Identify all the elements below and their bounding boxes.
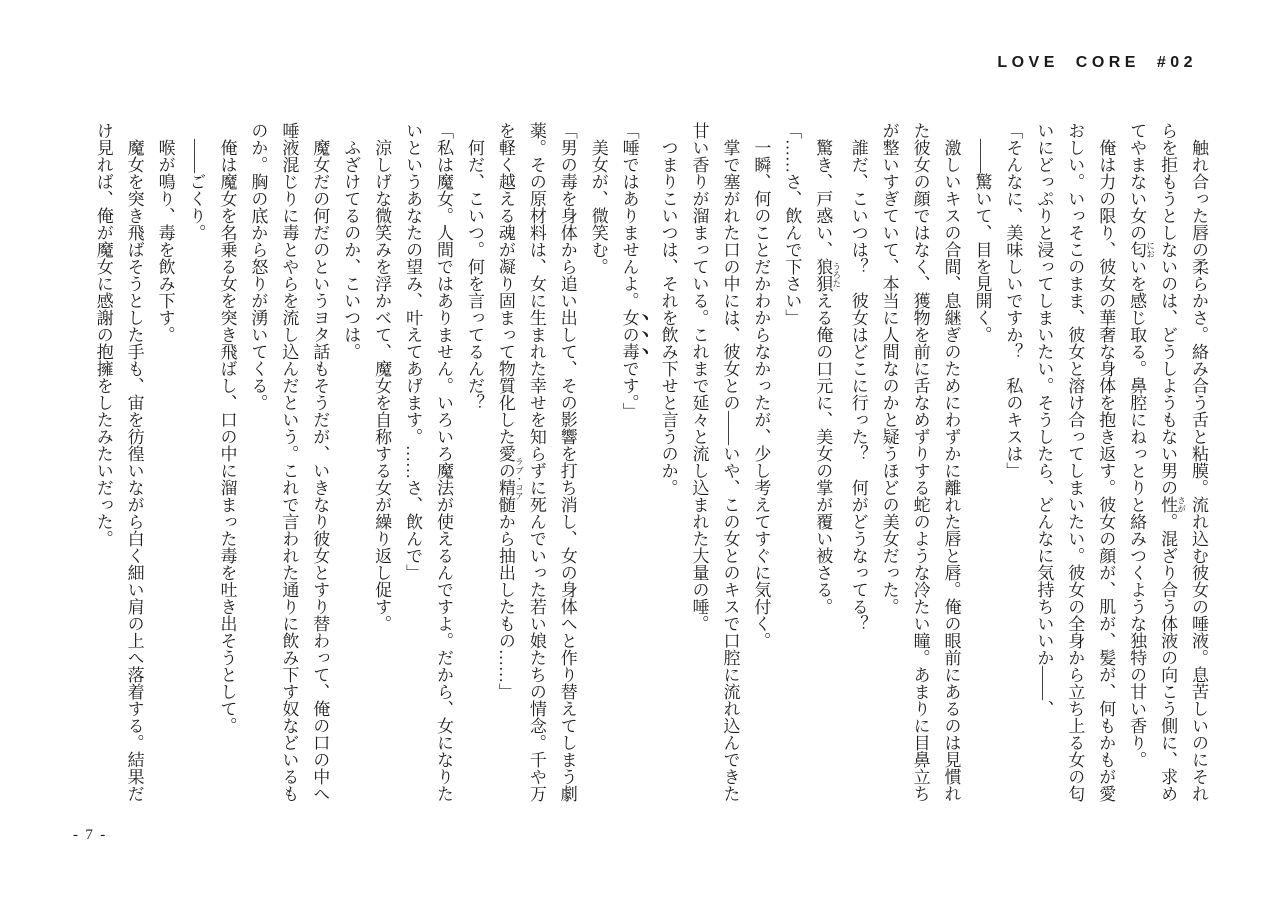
emphasized-text: 女の毒 — [619, 309, 639, 360]
paragraph — [966, 122, 997, 806]
text-run: 掌で塞がれた口の中には、彼女との――いや、この女とのキスで口腔に流れ込んできた甘い香りが溜まっている。これまで延々と流し込まれた大量の唾。 — [689, 122, 740, 802]
vertical-text-body — [87, 122, 1213, 806]
text-run: ――驚いて、目を見開く。 — [972, 139, 992, 343]
text-run: です。」 — [619, 360, 639, 420]
text-run: 驚き、戸惑い、 — [813, 139, 833, 258]
text-run: いを感じ取る。鼻腔にねっとりと絡みつくような独特の甘い香り。 — [1127, 258, 1147, 768]
paragraph — [396, 122, 458, 806]
paragraph — [683, 122, 745, 806]
page-header-title: LOVE CORE #02 — [997, 54, 1197, 71]
paragraph — [241, 122, 334, 806]
ruby-annotated-text: 性 さが — [1158, 496, 1187, 513]
paragraph — [996, 122, 1027, 806]
text-run: 誰だ、こいつは？ 彼女はどこに行った？ 何がどうなってる？ — [848, 139, 868, 632]
ruby-annotated-text: 狼狽 うろた — [813, 258, 842, 292]
ruby-annotated-text: 匂 にお — [1127, 241, 1156, 258]
text-run: つまりこいつは、それを飲み下せと言うのか。 — [658, 139, 678, 496]
text-run: 俺は魔女を名乗る女を突き飛ばし、口の中に溜まった毒を吐き出そうとして。 — [217, 139, 237, 734]
text-run: 魔女を突き飛ばそうとした手も、宙を彷徨いながら白く細い肩の上へ落着する。結果だけ見れば、俺が魔女に感謝の抱擁をしたみたいだった。 — [93, 122, 144, 802]
paragraph — [842, 122, 873, 806]
text-run: から抽出したもの……」 — [495, 513, 515, 700]
text-run: 。混ざり合う体液の向こう側に、求めてやまない女の — [1127, 122, 1178, 802]
text-run: 涼しげな微笑みを浮かべて、魔女を自称する女が繰り返し促す。 — [372, 139, 392, 632]
text-run: 俺は力の限り、彼女の華奢な身体を抱き返す。彼女の顔が、肌が、髪が、何もかもが愛おしい。いっそこのまま、彼女と溶け合ってしまいたい。彼女の全身から立ち上る女の匂いにどっぷりと浸ってしまいたい。そうしたら、どんなに気持ちいいか――、 — [1034, 122, 1116, 802]
paragraph — [149, 122, 180, 806]
paragraph — [211, 122, 242, 806]
paragraph — [652, 122, 683, 806]
paragraph — [365, 122, 396, 806]
text-run: 「そんなに、美味しいですか？ 私のキスは」 — [1003, 122, 1023, 479]
text-run: 喉が鳴り、毒を飲み下す。 — [155, 139, 175, 343]
paragraph — [180, 122, 211, 806]
text-run: 一瞬、何のことだかわからなかったが、少し考えてすぐに気付く。 — [751, 139, 771, 649]
paragraph — [1027, 122, 1120, 806]
text-run: ふざけてるのか、こいつは。 — [341, 139, 361, 360]
paragraph — [489, 122, 582, 806]
paragraph — [87, 122, 149, 806]
text-run: える俺の口元に、美女の掌が覆い被さる。 — [813, 292, 833, 615]
page-number: - 7 - — [73, 827, 107, 843]
paragraph — [775, 122, 806, 806]
text-run: 美女が、微笑む。 — [588, 139, 608, 275]
text-run: 「……さ、飲んで下さい」 — [782, 122, 802, 326]
paragraph — [1120, 122, 1213, 806]
text-run: 「男の毒を身体から追い出して、その影響を打ち消し、女の身体へと作り替えてしまう劇薬。その原材料は、女に生まれた幸せを知らずに死んでいった若い娘たちの情念。千や万を軽く越える魂が凝り固まって物質化した — [495, 122, 577, 802]
ruby-annotated-text: 愛の精髄 ラブ・コア — [495, 445, 525, 513]
paragraph — [806, 122, 841, 806]
paragraph — [873, 122, 966, 806]
paragraph — [744, 122, 775, 806]
text-run: 触れ合った唇の柔らかさ。絡み合う舌と粘膜。流れ込む彼女の唾液。息苦しいのにそれらを拒もうとしないのは、どうしようもない男の — [1158, 122, 1208, 802]
paragraph — [458, 122, 489, 806]
text-run: 「私は魔女。人間ではありません。いろいろ魔法が使えるんですよ。だから、女になりたいというあなたの望み、叶えてあげます。……さ、飲んで」 — [403, 122, 453, 802]
text-run: ――ごくり。 — [186, 139, 206, 241]
paragraph — [334, 122, 365, 806]
text-run: 「唾ではありませんよ。 — [619, 122, 639, 309]
text-run: 魔女だの何だのというヨタ話もそうだが、いきなり彼女とすり替わって、俺の口の中へ唾液混じりに毒とやらを流し込んだという。これで言われた通りに飲み下す奴などいるものか。胸の底から怒りが湧いてくる。 — [248, 122, 330, 802]
text-run: 何だ、こいつ。何を言ってるんだ？ — [464, 139, 484, 411]
paragraph — [613, 122, 652, 806]
paragraph — [582, 122, 613, 806]
text-run: 激しいキスの合間、息継ぎのためにわずかに離れた唇と唇。俺の眼前にあるのは見慣れた彼女の顔ではなく、獲物を前に舌なめずりする蛇のような冷たい瞳。あまりに目鼻立ちが整いすぎていて、本当に人間なのかと疑うほどの美女だった。 — [879, 122, 961, 802]
